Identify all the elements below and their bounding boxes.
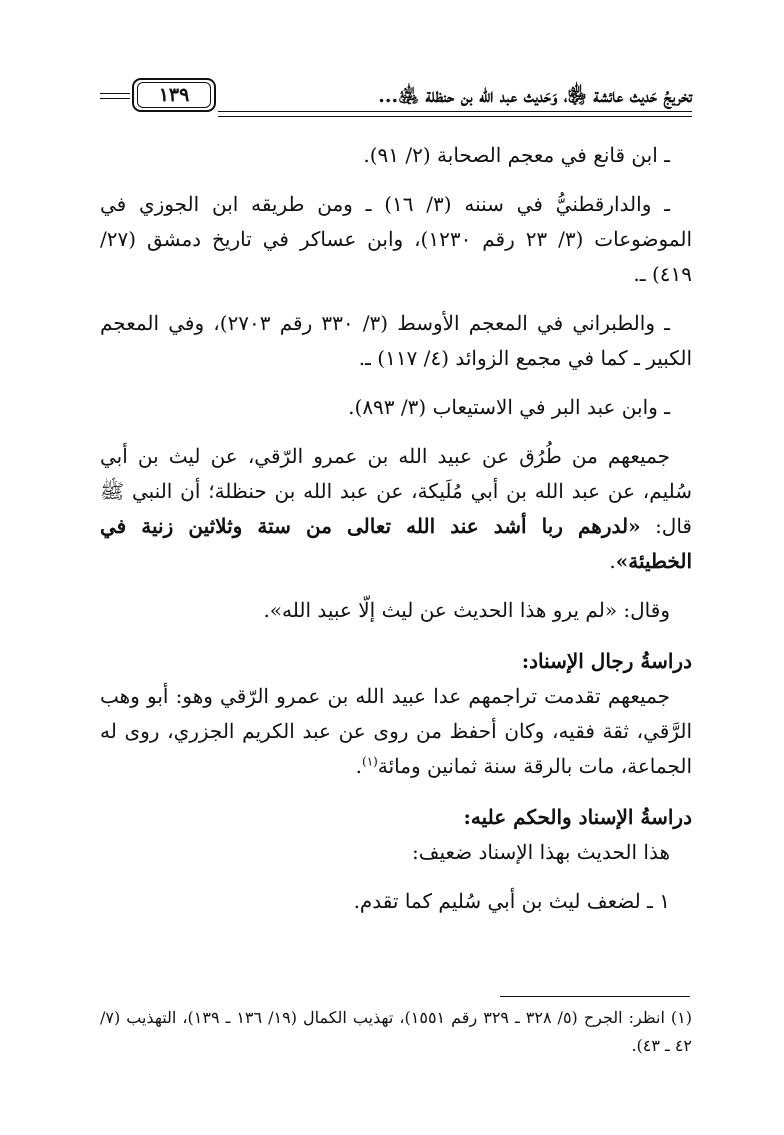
- source-ibn-abd-al-barr: ـ وابن عبد البر في الاستيعاب (٣/ ٨٩٣).: [348, 395, 670, 419]
- hadith-paragraph: [100, 439, 692, 579]
- narrator-end: .: [355, 754, 363, 778]
- header-rule-left-bottom: [100, 98, 130, 99]
- section-heading-narrators: دراسةُ رجال الإسناد:: [521, 649, 692, 673]
- footnote-1: (١) انظر: الجرح (٥/ ٣٢٨ ـ ٣٢٩ رقم ١٥٥١)، تهذيب الكمال (١٩/ ١٣٦ ـ ١٣٩)، التهذيب (٧/ ٤٢ ـ ٤٣).: [100, 1008, 693, 1055]
- source-daraqutni: ـ والدارقطنيُّ في سننه (٣/ ١٦) ـ ومن طريقه ابن الجوزي في الموضوعات (٣/ ٢٣ رقم ١٢٣٠)، وابن عساكر في تاريخ دمشق (٢٧/ ٤١٩) ـ.: [100, 192, 693, 286]
- footnote-separator: [500, 996, 690, 997]
- page-header: [100, 78, 692, 118]
- source-tabarani: ـ والطبراني في المعجم الأوسط (٣/ ٣٣٠ رقم ٢٧٠٣)، وفي المعجم الكبير ـ كما في مجمع الزوائد (٤/ ١١٧) ـ.: [100, 311, 692, 370]
- running-title: تخريجُ حَديث عائشة ﵂، وَحَديث عبد الله بن حنظلة ﵁...: [378, 85, 692, 107]
- header-rule-bottom: [218, 116, 692, 117]
- narrator-text: جميعهم تقدمت تراجمهم عدا عبيد الله بن عمرو الرّقي وهو: أبو وهب الرَّقي، ثقة فقيه، وكان أحفظ من روى عن عبد الكريم الجزري، روى له الجماعة، مات بالرقة سنة ثمانين ومائة: [100, 684, 692, 778]
- header-rule-top: [218, 111, 692, 112]
- ruling-paragraph: هذا الحديث بهذا الإسناد ضعيف:: [412, 840, 670, 864]
- reason-item-1: ١ ـ لضعف ليث بن أبي سُليم كما تقدم.: [353, 889, 670, 913]
- chain-of-narration: جميعهم من طُرُق عن عبيد الله بن عمرو الرّقي، عن ليث بن أبي سُليم، عن عبد الله بن أبي مُلَيكة، عن عبد الله بن حنظلة؛ أن النبي ﷺ قال:: [100, 444, 692, 538]
- header-rule-left-top: [100, 93, 130, 94]
- narrator-paragraph: [100, 679, 692, 784]
- hadith-end: .: [609, 549, 616, 573]
- page-number: ١٣٩: [137, 82, 211, 108]
- section-heading-ruling: دراسةُ الإسناد والحكم عليه:: [463, 805, 692, 829]
- main-text: [100, 138, 692, 919]
- source-ibn-qani: ـ ابن قانع في معجم الصحابة (٢/ ٩١).: [363, 143, 670, 167]
- quote-paragraph: وقال: «لم يرو هذا الحديث عن ليث إلّا عبيد الله».: [263, 598, 670, 622]
- footnote-reference[interactable]: (١): [362, 754, 378, 769]
- page-number-frame: [132, 78, 216, 112]
- hadith-text: «لدرهم ربا أشد عند الله تعالى من ستة وثلاثين زنية في الخطيئة»: [100, 514, 692, 573]
